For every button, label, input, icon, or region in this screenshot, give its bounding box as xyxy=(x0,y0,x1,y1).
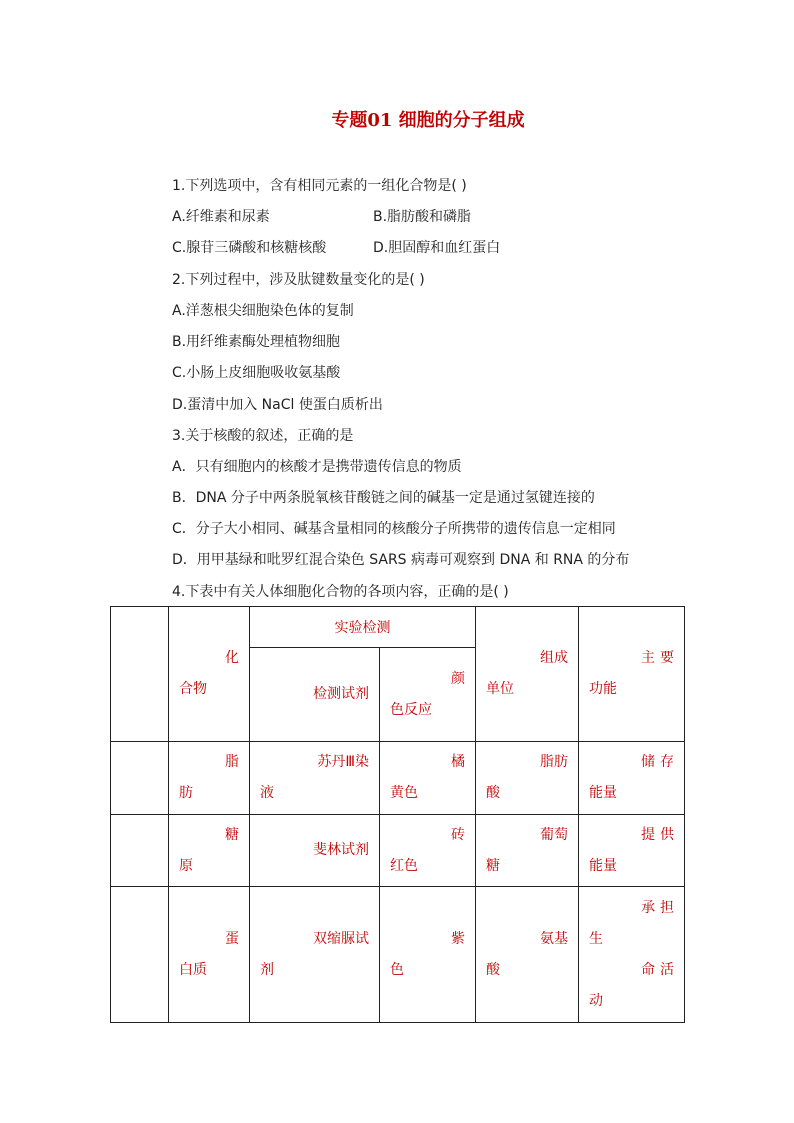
header-function-line-1 xyxy=(589,643,674,674)
question-2-stem: 2.下列过程中，涉及肽键数量变化的是( ) xyxy=(172,272,425,288)
header-compound-line-2: 合物 xyxy=(179,681,207,697)
header-unit-cell xyxy=(476,607,579,742)
question-1-stem: 1.下列选项中，含有相同元素的一组化合物是( ) xyxy=(172,178,467,194)
row-function-word-1: 承 xyxy=(641,899,655,916)
row-color-line-2: 黄色 xyxy=(390,785,418,801)
row-function-word-1: 提 xyxy=(641,826,655,843)
row-compound-line-2: 白质 xyxy=(179,961,207,978)
question-3-option-d: D．用甲基绿和吡罗红混合染色 SARS 病毒可观察到 DNA 和 RNA 的分布 xyxy=(172,552,630,568)
row-unit-line-1: 脂肪 xyxy=(540,754,568,770)
row-function-line-4: 动 xyxy=(589,992,603,1009)
row-unit-line-2: 酸 xyxy=(486,961,500,978)
table-row xyxy=(111,815,685,887)
compound-table xyxy=(110,606,685,1023)
question-4-stem: 4.下表中有关人体细胞化合物的各项内容，正确的是( ) xyxy=(172,584,509,600)
row-compound-line-1: 脂 xyxy=(225,754,239,770)
row-blank-cell xyxy=(111,887,169,1023)
row-compound-line-2: 原 xyxy=(179,857,193,874)
question-1-option-d: D.胆固醇和血红蛋白 xyxy=(373,240,501,256)
header-function-word-2: 要 xyxy=(660,650,674,666)
header-function-cell xyxy=(579,607,685,742)
row-color-cell xyxy=(380,742,476,815)
row-function-justify xyxy=(641,747,674,778)
question-2-option-c: C.小肠上皮细胞吸收氨基酸 xyxy=(172,365,341,381)
header-function-line-2: 功能 xyxy=(589,681,617,697)
header-color-cell xyxy=(380,648,476,742)
row-color-cell xyxy=(380,815,476,887)
row-reagent-line-2: 液 xyxy=(260,785,274,801)
question-3-option-a: A．只有细胞内的核酸才是携带遗传信息的物质 xyxy=(172,459,462,475)
row-reagent-line-1: 双缩脲试 xyxy=(313,930,369,947)
row-unit-cell xyxy=(476,887,579,1023)
row-blank-cell xyxy=(111,742,169,815)
row-color-line-1: 橘 xyxy=(451,754,465,770)
row-function-line-2: 能量 xyxy=(589,857,617,874)
row-function-word-2: 供 xyxy=(660,826,674,843)
header-unit-line-2: 单位 xyxy=(486,681,514,697)
question-3-stem: 3.关于核酸的叙述，正确的是 xyxy=(172,428,354,444)
row-unit-cell xyxy=(476,742,579,815)
row-function-cell xyxy=(579,887,685,1023)
row-function-line-2: 生 xyxy=(589,930,603,947)
row-function-word-1: 储 xyxy=(641,754,655,770)
question-3-option-b: B．DNA 分子中两条脱氧核苷酸链之间的碱基一定是通过氢键连接的 xyxy=(172,490,595,506)
header-color-line-2: 色反应 xyxy=(390,701,432,718)
row-unit-line-1: 葡萄 xyxy=(540,826,568,843)
row-color-line-1: 砖 xyxy=(451,826,465,843)
row-unit-line-2: 酸 xyxy=(486,785,500,801)
header-experiment-cell xyxy=(250,607,476,648)
row-compound-line-1: 蛋 xyxy=(225,930,239,947)
row-function-line-3 xyxy=(589,955,674,986)
question-2-option-b: B.用纤维素酶处理植物细胞 xyxy=(172,334,341,350)
row-function-line-2: 能量 xyxy=(589,785,617,801)
row-reagent-line-1: 斐林试剂 xyxy=(313,842,369,858)
row-color-cell xyxy=(380,887,476,1023)
row-unit-line-1: 氨基 xyxy=(540,930,568,947)
header-function-justify xyxy=(641,643,674,674)
table-row xyxy=(111,887,685,1023)
row-reagent-line-2: 剂 xyxy=(260,961,274,978)
row-compound-cell xyxy=(169,887,250,1023)
row-function-line-1 xyxy=(589,820,674,851)
row-unit-line-2: 糖 xyxy=(486,857,500,874)
row-function-justify-2 xyxy=(641,955,674,986)
question-1-option-b: B.脂肪酸和磷脂 xyxy=(373,209,472,225)
header-experiment-label: 实验检测 xyxy=(334,620,391,636)
row-reagent-line-1: 苏丹Ⅲ染 xyxy=(317,754,369,770)
row-function-word-4: 命 xyxy=(641,961,655,978)
row-reagent-cell xyxy=(250,742,380,815)
row-compound-line-2: 肪 xyxy=(179,785,193,801)
header-color-line-1: 颜 xyxy=(451,670,465,687)
row-reagent-cell xyxy=(250,887,380,1023)
header-compound-cell xyxy=(169,607,250,742)
row-blank-cell xyxy=(111,815,169,887)
row-color-line-1: 紫 xyxy=(451,930,465,947)
page-title: 专题01 细胞的分子组成 xyxy=(331,110,525,131)
row-function-word-5: 活 xyxy=(660,961,674,978)
row-function-word-2: 存 xyxy=(660,754,674,770)
row-function-justify xyxy=(641,820,674,851)
header-reagent: 检测试剂 xyxy=(313,686,369,702)
row-compound-cell xyxy=(169,742,250,815)
question-2-option-d: D.蛋清中加入 NaCl 使蛋白质析出 xyxy=(172,397,383,413)
row-unit-cell xyxy=(476,815,579,887)
header-function-word-1: 主 xyxy=(641,650,655,666)
table-row xyxy=(111,742,685,815)
row-function-cell xyxy=(579,815,685,887)
row-compound-line-1: 糖 xyxy=(225,826,239,843)
table-header-row-1 xyxy=(111,607,685,648)
table-blank-cell xyxy=(111,607,169,742)
row-function-line-1 xyxy=(589,893,674,924)
row-reagent-cell xyxy=(250,815,380,887)
row-color-line-2: 红色 xyxy=(390,857,418,874)
header-unit-line-1: 组成 xyxy=(540,650,568,666)
row-color-line-2: 色 xyxy=(390,961,404,978)
row-function-justify xyxy=(641,893,674,924)
header-reagent-cell xyxy=(250,648,380,742)
question-3-option-c: C．分子大小相同、碱基含量相同的核酸分子所携带的遗传信息一定相同 xyxy=(172,521,616,537)
row-compound-cell xyxy=(169,815,250,887)
question-1-option-a: A.纤维素和尿素 xyxy=(172,209,270,225)
header-compound-line-1: 化 xyxy=(225,650,239,666)
row-function-cell xyxy=(579,742,685,815)
row-function-word-2: 担 xyxy=(660,899,674,916)
question-1-option-c: C.腺苷三磷酸和核糖核酸 xyxy=(172,240,327,256)
row-function-line-1 xyxy=(589,747,674,778)
question-2-option-a: A.洋葱根尖细胞染色体的复制 xyxy=(172,303,354,319)
